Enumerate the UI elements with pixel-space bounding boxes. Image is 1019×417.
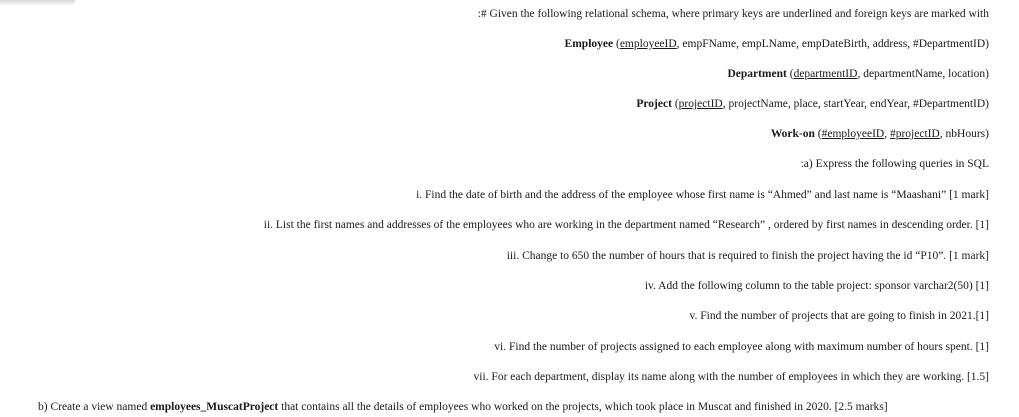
schema-workon: Work-on (#employeeID, #projectID, nbHours) [770,128,989,140]
part-a-heading: :a) Express the following queries in SQL [800,158,989,170]
primary-key: departmentID [793,68,858,80]
primary-key: employeeID [619,38,677,50]
table-name: Employee [564,38,614,50]
part-b-text: b) Create a view named employees_MuscatProject that contains all the details of employees who worked on the projects, which took place in Muscat and finished in 2020. [2.5 marks] [38,401,888,413]
query-item: v. Find the number of projects that are going to finish in 2021.[1] [689,310,989,322]
query-item: ii. List the first names and addresses of the employees who are working in the department named “Research” , ordered by first names in descending order. [1] [263,219,989,231]
table-name: Project [636,98,672,110]
query-item: vi. Find the number of projects assigned to each employee along with maximum number of hours spent. [1] [494,341,989,353]
primary-key: projectID [678,98,723,110]
query-item: iv. Add the following column to the table project: sponsor varchar2(50) [1] [644,280,989,292]
primary-key: #employeeID [821,128,885,140]
query-item: iii. Change to 650 the number of hours that is required to finish the project having the id “P10”. [1 mark] [506,250,989,262]
intro-text: :# Given the following relational schema, where primary keys are underlined and foreign keys are marked with [477,8,989,20]
query-item: vii. For each department, display its name along with the number of employees in which they are working. [1.5] [473,371,989,383]
schema-employee: Employee (employeeID, empFName, empLName, empDateBirth, address, #DepartmentID) [564,38,989,50]
schema-project: Project (projectID, projectName, place, startYear, endYear, #DepartmentID) [636,98,989,110]
schema-department: Department (departmentID, departmentName, location) [727,68,989,80]
table-name: Department [727,68,787,80]
primary-key: #projectID [889,128,940,140]
query-item: i. Find the date of birth and the address of the employee whose first name is “Ahmed” and last name is “Maashani” [1 mark] [416,189,989,201]
view-name: employees_MuscatProject [150,401,279,413]
page-corner-shadow [0,0,75,6]
table-name: Work-on [770,128,815,140]
